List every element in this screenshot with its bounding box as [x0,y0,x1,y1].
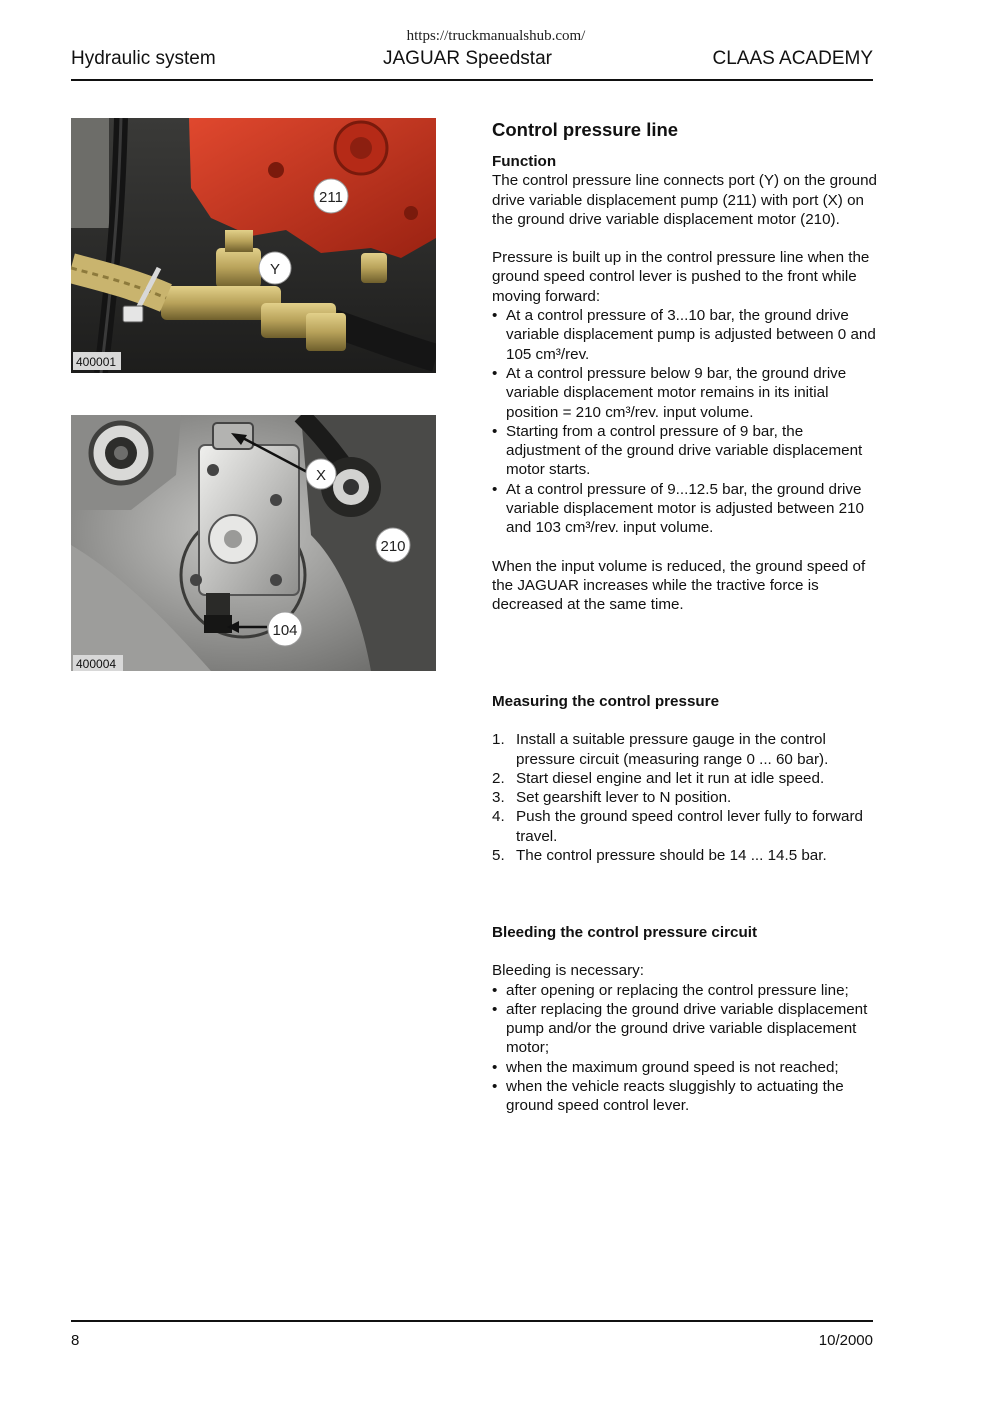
measuring-steps [492,730,877,865]
footer-rule [71,1320,873,1322]
bleeding-section [492,923,877,1116]
input-volume-note: When the input volume is reduced, the ground speed of the JAGUAR increases while the tractive force is decreased at the same time. [492,557,866,614]
figure-id-label: 400001 [76,355,117,369]
callout-x: X [315,467,327,484]
measuring-heading: Measuring the control pressure [492,693,720,710]
source-url[interactable]: https://truckmanualshub.com/ [406,28,586,44]
list-item: • At a control pressure of 9...12.5 bar, the ground drive variable displacement motor is adjusted between 210 and 103 cm³/rev. input volume. [492,480,877,538]
header-section-title: Hydraulic system [71,48,216,69]
callout-104: 104 [272,622,298,639]
list-item: 3. Set gearshift lever to N position. [492,789,732,807]
pressure-bullet-list [492,306,877,538]
list-item: 5. The control pressure should be 14 ... 14.5 bar. [492,847,827,865]
bleeding-intro: Bleeding is necessary: [492,962,644,980]
measuring-section [492,692,877,865]
list-item: • when the vehicle reacts sluggishly to actuating the ground speed control lever. [492,1077,877,1116]
callout-y: Y [269,261,281,278]
pump-port-photo [71,118,436,373]
page-number: 8 [71,1332,80,1349]
callout-210: 210 [380,538,406,555]
control-pressure-section [492,119,877,615]
pressure-intro: Pressure is built up in the control pressure line when the ground speed control lever is pushed to the front while moving forward: [492,249,870,305]
list-item: • when the maximum ground speed is not reached; [492,1058,877,1077]
list-item: • At a control pressure below 9 bar, the ground drive variable displacement motor remains in its initial position = 210 cm³/rev. input volume. [492,364,877,422]
header-model-name: JAGUAR Speedstar [383,48,552,69]
callout-211: 211 [319,189,343,206]
bleeding-bullet-list [492,981,877,1116]
list-item: 1. Install a suitable pressure gauge in the control pressure circuit (measuring range 0 ... 60 bar). [492,731,829,768]
function-heading: Function [492,153,557,170]
motor-port-photo [71,415,436,671]
list-item: • after opening or replacing the control pressure line; [492,981,877,1000]
list-item: 4. Push the ground speed control lever fully to forward travel. [492,808,863,845]
figure-id-label: 400004 [76,657,117,671]
list-item: • Starting from a control pressure of 9 bar, the adjustment of the ground drive variable displacement motor starts. [492,422,877,480]
header-rule [71,79,873,81]
list-item: 2. Start diesel engine and let it run at idle speed. [492,769,825,787]
function-text: The control pressure line connects port (Y) on the ground drive variable displacement pump (211) with port (X) on the ground drive variable displacement motor (210). [492,172,877,228]
section-title: Control pressure line [492,119,679,140]
list-item: • At a control pressure of 3...10 bar, the ground drive variable displacement pump is adjusted between 0 and 105 cm³/rev. [492,306,877,364]
header-publisher: CLAAS ACADEMY [712,48,873,69]
publication-date: 10/2000 [818,1332,873,1349]
bleeding-heading: Bleeding the control pressure circuit [492,924,757,941]
list-item: • after replacing the ground drive variable displacement pump and/or the ground drive variable displacement motor; [492,1000,877,1058]
